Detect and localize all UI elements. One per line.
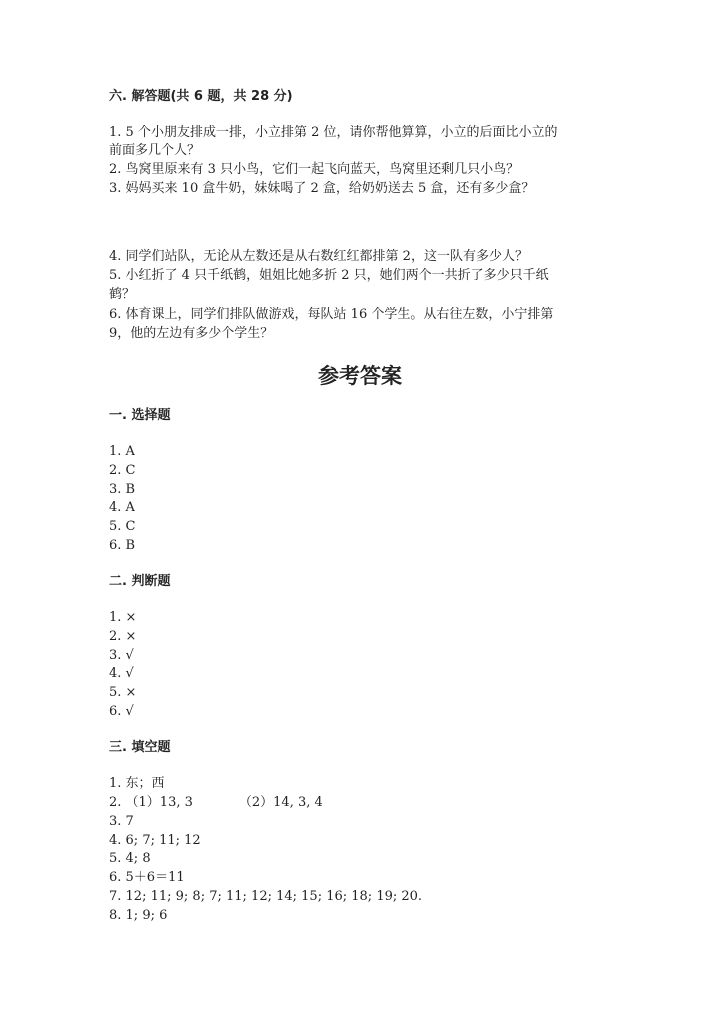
section-heading-judge: 二. 判断题 [109, 574, 171, 589]
choice-answer-4: 4. A [109, 500, 135, 515]
fill-answer-8: 8. 1; 9; 6 [109, 908, 168, 923]
question-6-line-2: 9，他的左边有多少个学生？ [109, 326, 274, 341]
question-1-line-2: 前面多几个人？ [109, 143, 201, 158]
choice-answer-2: 2. C [109, 463, 136, 478]
question-1-line-1: 1. 5 个小朋友排成一排，小立排第 2 位，请你帮他算算，小立的后面比小立的 [109, 125, 558, 140]
question-5-line-1: 5. 小红折了 4 只千纸鹤，姐姐比她多折 2 只，她们两个一共折了多少只千纸 [109, 268, 549, 283]
choice-answer-5: 5. C [109, 519, 136, 534]
question-6-line-1: 6. 体育课上，同学们排队做游戏，每队站 16 个学生。从右往左数，小宁排第 [109, 307, 554, 322]
question-5-line-2: 鹤？ [109, 287, 136, 302]
choice-answer-3: 3. B [109, 482, 136, 497]
judge-answer-3: 3. √ [109, 648, 134, 663]
answers-title: 参考答案 [318, 364, 402, 388]
question-4: 4. 同学们站队，无论从左数还是从右数红红都排第 2，这一队有多少人？ [109, 249, 528, 264]
judge-answer-5: 5. × [109, 685, 137, 700]
fill-answer-1: 1. 东；西 [109, 776, 165, 791]
section-heading-choice: 一. 选择题 [109, 408, 171, 423]
question-2: 2. 鸟窝里原来有 3 只小鸟，它们一起飞向蓝天，鸟窝里还剩几只小鸟？ [109, 162, 520, 177]
choice-answer-1: 1. A [109, 444, 135, 459]
judge-answer-2: 2. × [109, 629, 137, 644]
judge-answer-4: 4. √ [109, 666, 134, 681]
fill-answer-2 [109, 795, 323, 811]
question-3: 3. 妈妈买来 10 盒牛奶，妹妹喝了 2 盒，给奶奶送去 5 盒，还有多少盒？ [109, 181, 535, 196]
choice-answer-6: 6. B [109, 538, 136, 553]
fill-answer-5: 5. 4; 8 [109, 851, 151, 866]
section-heading-fill: 三. 填空题 [109, 740, 171, 755]
fill-answer-6: 6. 5＋6＝11 [109, 870, 185, 885]
judge-answer-6: 6. √ [109, 704, 134, 719]
fill-answer-3: 3. 7 [109, 814, 134, 829]
section-heading-solve: 六. 解答题(共 6 题，共 28 分) [109, 89, 293, 104]
fill-answer-2-part-1: 2. （1）13, 3 [109, 795, 193, 810]
fill-answer-7: 7. 12; 11; 9; 8; 7; 11; 12; 14; 15; 16; 18; 19; 20. [109, 889, 423, 904]
judge-answer-1: 1. × [109, 610, 137, 625]
fill-answer-2-part-2: （2）14, 3, 4 [238, 795, 323, 810]
fill-answer-4: 4. 6; 7; 11; 12 [109, 833, 201, 848]
